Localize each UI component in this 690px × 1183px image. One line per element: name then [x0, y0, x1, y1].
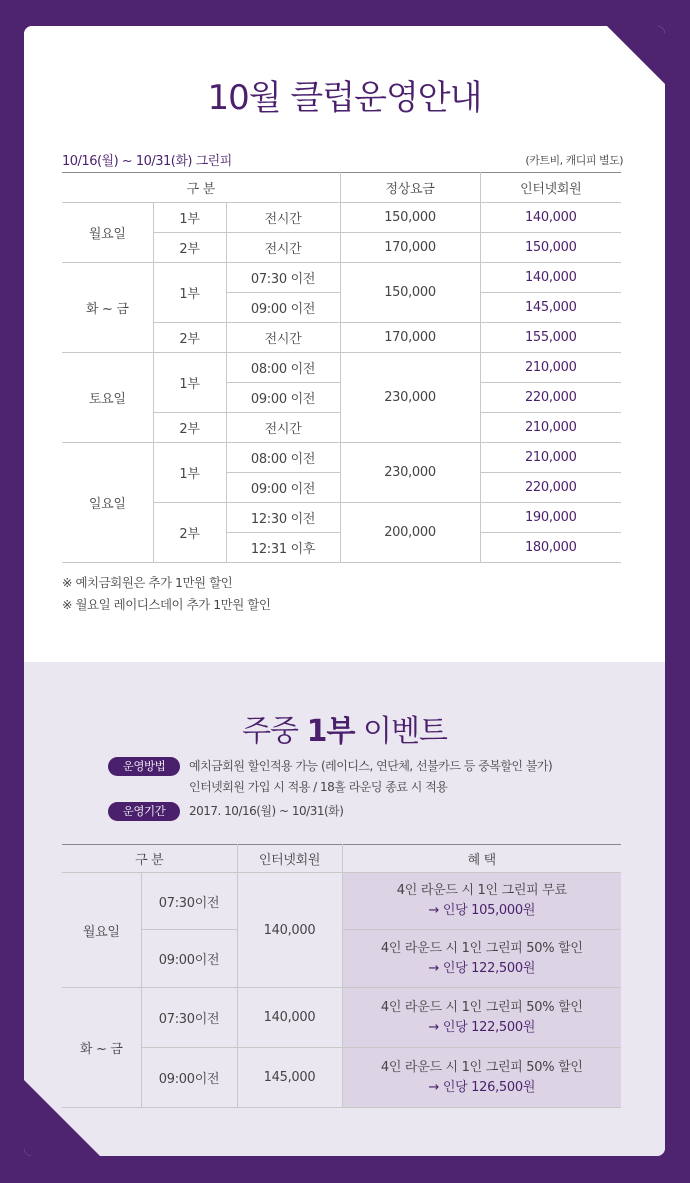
event-table — [62, 844, 621, 1108]
internet-price: 140,000 — [480, 203, 621, 233]
table-row — [62, 930, 621, 988]
internet-price: 140,000 — [237, 988, 342, 1048]
benefit-cell — [342, 1048, 621, 1108]
internet-price: 210,000 — [480, 353, 621, 383]
day-cell: 화 ~ 금 — [62, 988, 141, 1108]
header-category: 구 분 — [62, 845, 237, 873]
event-title-post: 이벤트 — [354, 714, 447, 749]
pricing-table — [62, 172, 621, 563]
corner-decoration — [24, 1078, 102, 1156]
table-row — [62, 353, 621, 383]
table-row — [62, 443, 621, 473]
extra-fee-note: (카트비, 캐디피 별도) — [525, 154, 623, 167]
part-cell: 1부 — [153, 263, 226, 323]
time-cell: 08:00 이전 — [226, 353, 340, 383]
pricing-section — [24, 26, 665, 662]
regular-price: 170,000 — [340, 233, 480, 263]
header-benefit: 혜 택 — [342, 845, 621, 873]
time-cell: 전시간 — [226, 203, 340, 233]
method-text — [189, 756, 552, 798]
benefit-desc: 4인 라운드 시 1인 그린피 무료 — [396, 883, 567, 898]
header-internet: 인터넷회원 — [237, 845, 342, 873]
benefit-desc: 4인 라운드 시 1인 그린피 50% 할인 — [380, 1059, 583, 1075]
table-row — [62, 1048, 621, 1108]
part-cell: 2부 — [153, 323, 226, 353]
time-cell: 12:30 이전 — [226, 503, 340, 533]
table-header-row — [62, 845, 621, 873]
day-cell: 토요일 — [62, 353, 153, 443]
benefit-cell — [342, 873, 621, 930]
time-cell: 전시간 — [226, 233, 340, 263]
benefit-price: → 인당 122,500원 — [428, 1019, 536, 1035]
time-cell: 09:00이전 — [141, 930, 237, 988]
footnotes — [62, 572, 270, 616]
page-title: 10월 클럽운영안내 — [207, 78, 482, 118]
internet-price: 150,000 — [480, 233, 621, 263]
benefit-price: → 인당 122,500원 — [428, 960, 536, 976]
event-title — [24, 706, 665, 750]
time-cell: 전시간 — [226, 323, 340, 353]
time-cell: 전시간 — [226, 413, 340, 443]
time-cell: 08:00 이전 — [226, 443, 340, 473]
period-label-badge: 운영기간 — [108, 802, 180, 821]
table-header-row — [62, 173, 621, 203]
time-cell: 12:31 이후 — [226, 533, 340, 563]
internet-price: 210,000 — [480, 443, 621, 473]
content-card — [24, 26, 665, 1156]
benefit-price: → 인당 126,500원 — [428, 1079, 536, 1095]
benefit-cell — [342, 988, 621, 1048]
benefit-cell — [342, 930, 621, 988]
internet-price: 210,000 — [480, 413, 621, 443]
table-row — [62, 988, 621, 1048]
part-cell: 2부 — [153, 233, 226, 263]
regular-price: 170,000 — [340, 323, 480, 353]
table-row — [62, 263, 621, 293]
internet-price: 145,000 — [480, 293, 621, 323]
benefit-desc: 4인 라운드 시 1인 그린피 50% 할인 — [380, 999, 583, 1015]
method-label-badge: 운영방법 — [108, 757, 180, 776]
internet-price: 190,000 — [480, 503, 621, 533]
method-line: 인터넷회원 가입 시 적용 / 18홀 라운딩 종료 시 적용 — [189, 780, 448, 794]
footnote-deposit: ※ 예치금회원은 추가 1만원 할인 — [62, 575, 233, 590]
part-cell: 2부 — [153, 413, 226, 443]
table-row — [62, 873, 621, 930]
header-category: 구 분 — [62, 173, 340, 203]
period-heading: 10/16(월) ~ 10/31(화) 그린피 — [62, 154, 232, 169]
method-line: 예치금회원 할인적용 가능 (레이디스, 연단체, 선불카드 등 중복할인 불가) — [189, 759, 553, 773]
table-row — [62, 203, 621, 233]
day-cell: 화 ~ 금 — [62, 263, 153, 353]
header-internet: 인터넷회원 — [480, 173, 621, 203]
time-cell: 07:30이전 — [141, 873, 237, 930]
time-cell: 09:00이전 — [141, 1048, 237, 1108]
regular-price: 150,000 — [340, 203, 480, 233]
internet-price: 155,000 — [480, 323, 621, 353]
footnote-ladies: ※ 월요일 레이디스데이 추가 1만원 할인 — [62, 597, 271, 612]
event-title-bold: 1부 — [306, 714, 355, 749]
part-cell: 1부 — [153, 443, 226, 503]
internet-price: 140,000 — [480, 263, 621, 293]
benefit-price: → 인당 105,000원 — [428, 903, 536, 918]
regular-price: 150,000 — [340, 263, 480, 323]
header-regular: 정상요금 — [340, 173, 480, 203]
time-cell: 09:00 이전 — [226, 293, 340, 323]
regular-price: 230,000 — [340, 443, 480, 503]
benefit-desc: 4인 라운드 시 1인 그린피 50% 할인 — [380, 940, 583, 956]
day-cell: 월요일 — [62, 203, 153, 263]
event-title-pre: 주중 — [242, 714, 307, 749]
period-text: 2017. 10/16(월) ~ 10/31(화) — [189, 804, 344, 818]
part-cell: 1부 — [153, 353, 226, 413]
part-cell: 1부 — [153, 203, 226, 233]
time-cell: 07:30 이전 — [226, 263, 340, 293]
internet-price: 145,000 — [237, 1048, 342, 1108]
part-cell: 2부 — [153, 503, 226, 563]
time-cell: 09:00 이전 — [226, 383, 340, 413]
internet-price: 140,000 — [237, 873, 342, 988]
regular-price: 200,000 — [340, 503, 480, 563]
corner-decoration — [605, 26, 665, 86]
day-cell: 월요일 — [62, 873, 141, 988]
day-cell: 일요일 — [62, 443, 153, 563]
regular-price: 230,000 — [340, 353, 480, 443]
internet-price: 180,000 — [480, 533, 621, 563]
time-cell: 07:30이전 — [141, 988, 237, 1048]
internet-price: 220,000 — [480, 473, 621, 503]
internet-price: 220,000 — [480, 383, 621, 413]
time-cell: 09:00 이전 — [226, 473, 340, 503]
